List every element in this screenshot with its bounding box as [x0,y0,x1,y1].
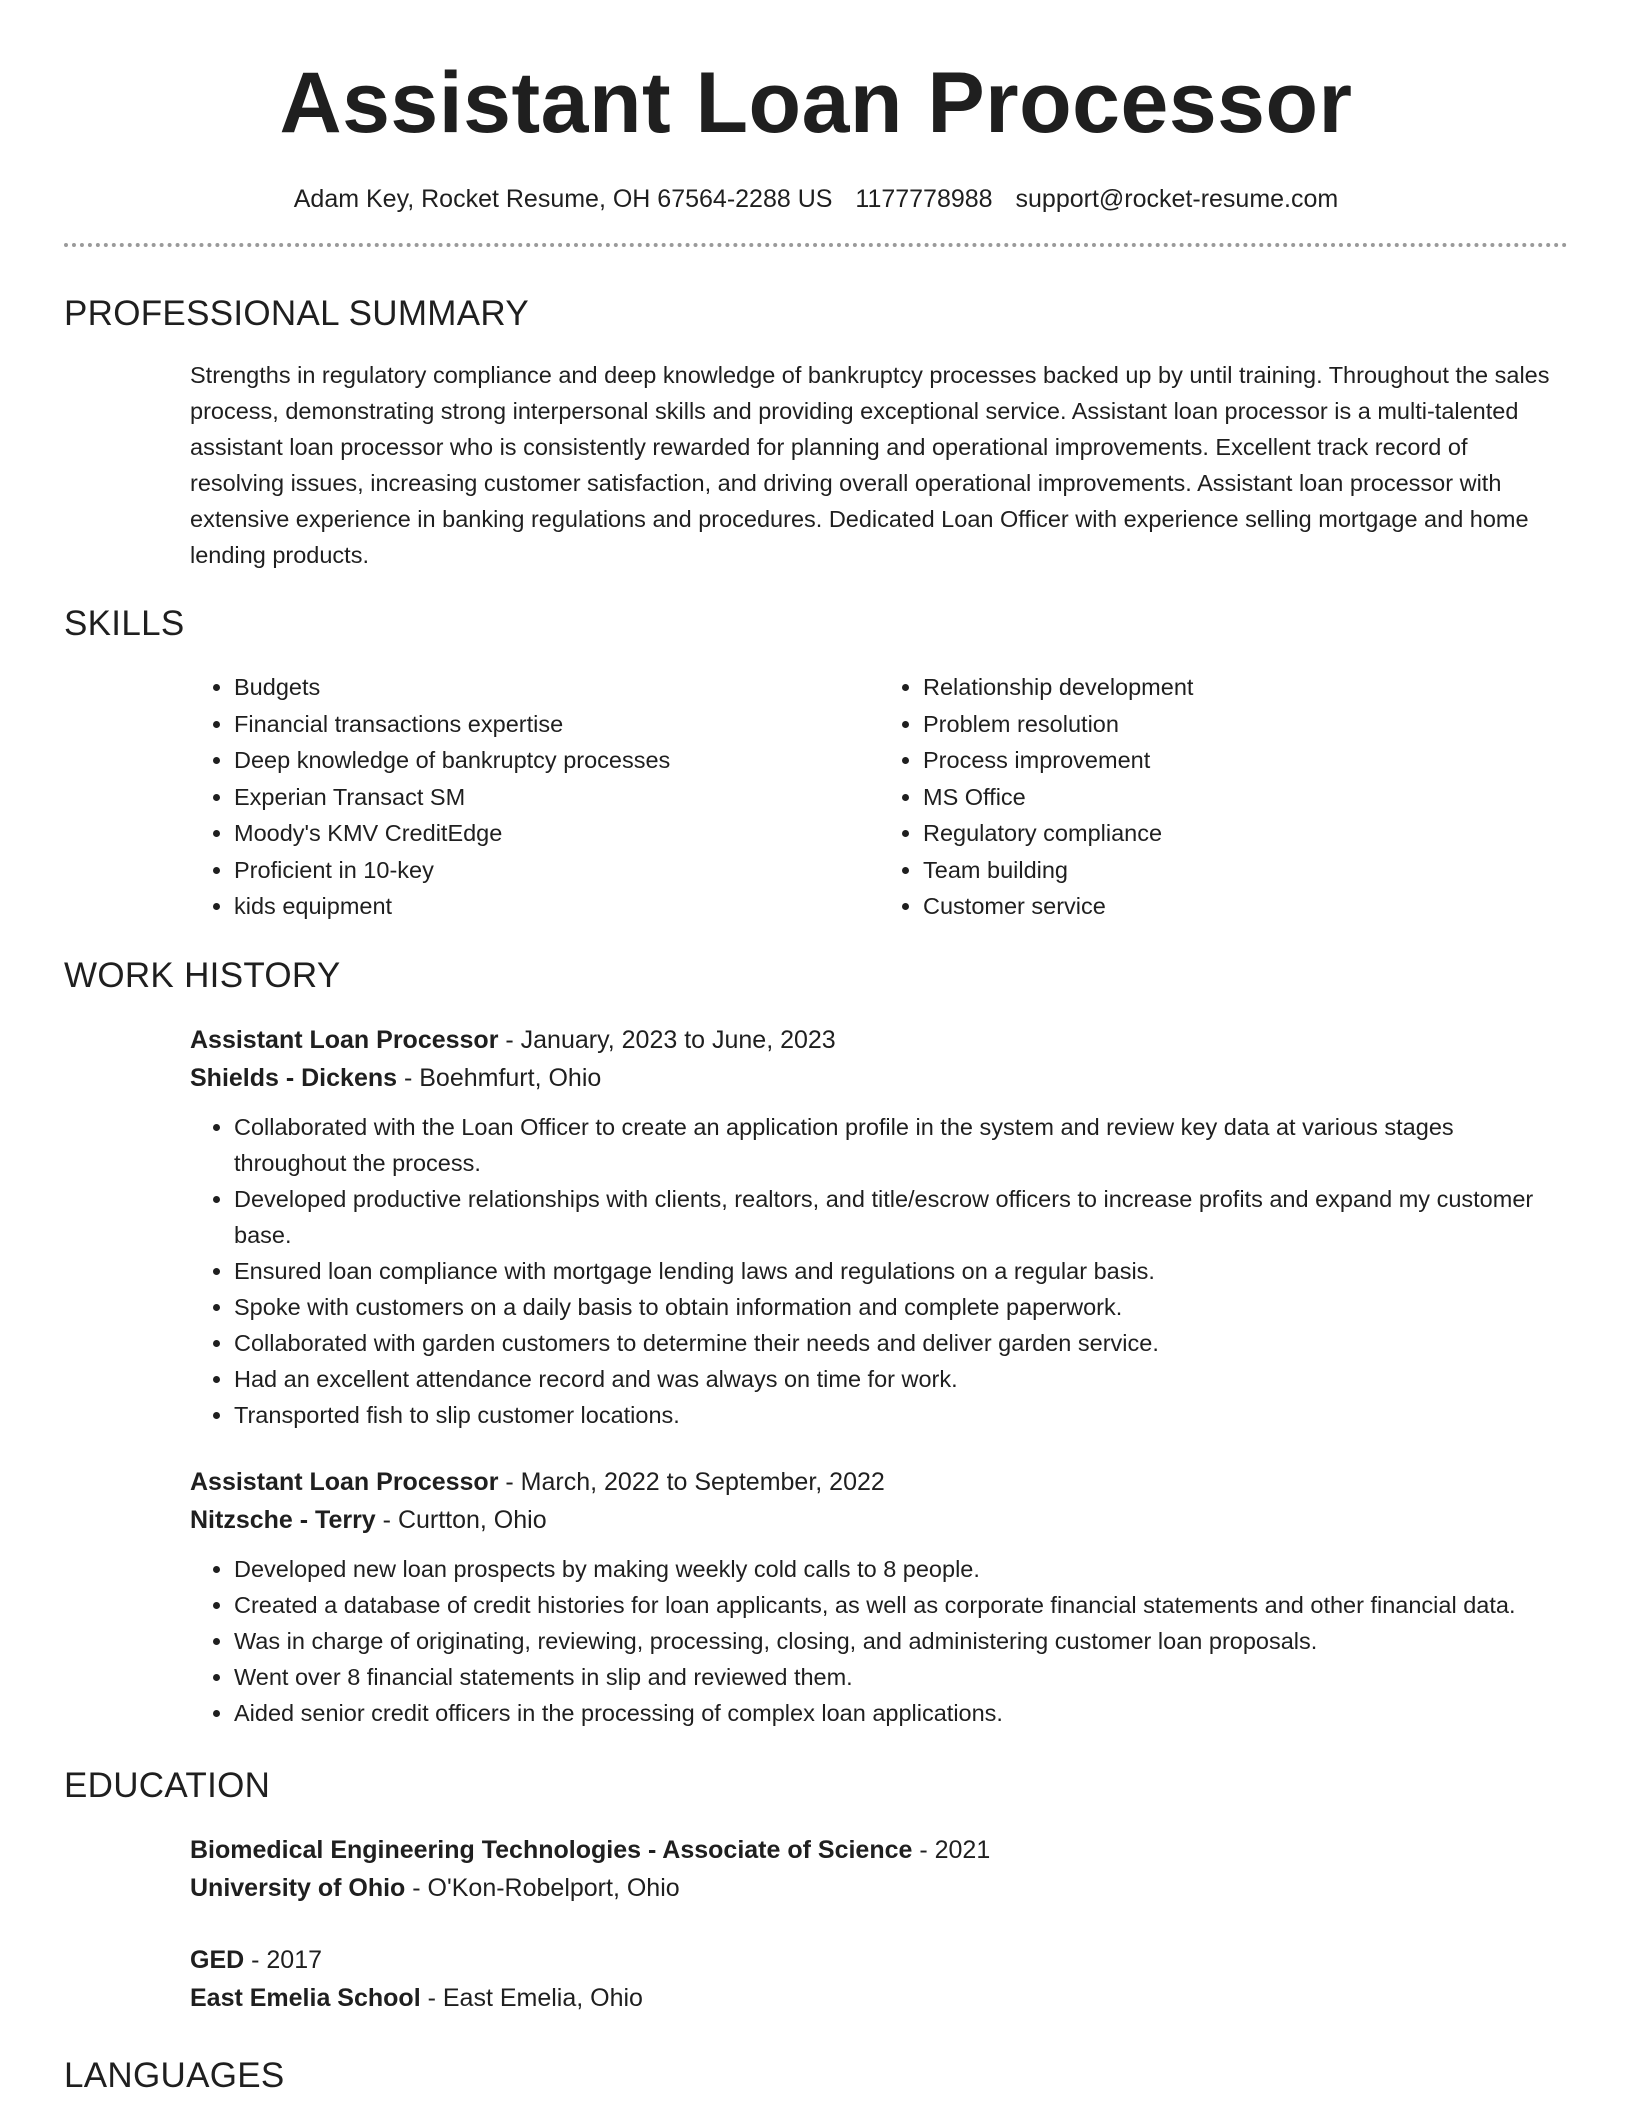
summary-heading: PROFESSIONAL SUMMARY [64,294,529,334]
job-entry [64,1021,1568,1433]
skill-item: • Problem resolution [923,706,1568,743]
job-location: Curtton, Ohio [397,1505,547,1534]
job-company: Shields - Dickens [190,1063,398,1092]
contact-address: Adam Key, Rocket Resume, OH 67564-2288 US [293,184,833,213]
job-dates: January, 2023 to June, 2023 [520,1025,836,1054]
education-degree: GED [190,1945,245,1974]
education-heading: EDUCATION [64,1765,271,1805]
skill-item: • Proficient in 10-key [234,852,879,889]
education-degree-line: Biomedical Engineering Technologies - Associate of Science - 2021 [190,1835,991,1864]
education-school: University of Ohio [190,1873,406,1902]
education-entry [64,1941,1568,2017]
education-degree: Biomedical Engineering Technologies - Associate of Science [190,1835,913,1864]
skill-item: • Moody's KMV CreditEdge [234,815,879,852]
job-title-line: Assistant Loan Processor - March, 2022 to September, 2022 [190,1467,885,1496]
job-entry [64,1463,1568,1731]
job-bullet: • Collaborated with garden customers to determine their needs and deliver garden service. [234,1325,1568,1361]
job-bullet: • Transported fish to slip customer locations. [234,1397,1568,1433]
job-bullet: • Collaborated with the Loan Officer to create an application profile in the system and review key data at various stages throughout the process. [234,1109,1568,1181]
skill-item: • Financial transactions expertise [234,706,879,743]
education-entry [64,1831,1568,1907]
skill-item: • Customer service [923,888,1568,925]
skill-item: • Relationship development [923,669,1568,706]
education-year: 2017 [266,1945,323,1974]
contact-email: support@rocket-resume.com [1015,184,1339,213]
skills-column-left [190,669,879,925]
job-company: Nitzsche - Terry [190,1505,376,1534]
job-bullet: • Ensured loan compliance with mortgage lending laws and regulations on a regular basis. [234,1253,1568,1289]
skill-item: • Budgets [234,669,879,706]
contact-line [64,183,1568,216]
job-title: Assistant Loan Processor [190,1467,499,1496]
skills-list [64,669,1568,925]
skill-item: • Deep knowledge of bankruptcy processes [234,742,879,779]
education-degree-line: GED - 2017 [190,1945,323,1974]
job-company-line: Nitzsche - Terry - Curtton, Ohio [190,1505,547,1534]
job-bullet: • Created a database of credit histories for loan applicants, as well as corporate financial statements and other financial data. [234,1587,1568,1623]
skill-item: • kids equipment [234,888,879,925]
job-bullet: • Was in charge of originating, reviewing, processing, closing, and administering customer loan proposals. [234,1623,1568,1659]
job-bullets [190,1551,1568,1731]
job-bullet: • Aided senior credit officers in the processing of complex loan applications. [234,1695,1568,1731]
skill-item: • Regulatory compliance [923,815,1568,852]
education-school-line: University of Ohio - O'Kon-Robelport, Ohio [190,1873,680,1902]
job-location: Boehmfurt, Ohio [419,1063,602,1092]
resume-title: Assistant Loan Processor [279,55,1353,151]
job-title-line: Assistant Loan Processor - January, 2023 to June, 2023 [190,1025,836,1054]
job-bullet: • Went over 8 financial statements in slip and reviewed them. [234,1659,1568,1695]
job-bullet: • Developed productive relationships with clients, realtors, and title/escrow officers to increase profits and expand my customer base. [234,1181,1568,1253]
job-dates: March, 2022 to September, 2022 [520,1467,885,1496]
job-bullet: • Developed new loan prospects by making weekly cold calls to 8 people. [234,1551,1568,1587]
job-bullets [190,1109,1568,1433]
job-company-line: Shields - Dickens - Boehmfurt, Ohio [190,1063,602,1092]
education-school-line: East Emelia School - East Emelia, Ohio [190,1983,643,2012]
job-bullet: • Had an excellent attendance record and was always on time for work. [234,1361,1568,1397]
skill-item: • Process improvement [923,742,1568,779]
job-bullet: • Spoke with customers on a daily basis to obtain information and complete paperwork. [234,1289,1568,1325]
languages-heading: LANGUAGES [64,2055,285,2095]
job-title: Assistant Loan Processor [190,1025,499,1054]
skills-heading: SKILLS [64,604,185,644]
skills-column-right [879,669,1568,925]
skill-item: • Experian Transact SM [234,779,879,816]
summary-text: Strengths in regulatory compliance and deep knowledge of bankruptcy processes backed up by until training. Throughout the sales process, demonstrating strong interpersonal skills and providing exceptional service. Assistant loan processor is a multi-talented assistant loan processor who is consistently rewarded for planning and operational improvements. Excellent track record of resolving issues, increasing customer satisfaction, and driving overall operational improvements. Assistant loan processor with extensive experience in banking regulations and procedures. Dedicated Loan Officer with experience selling mortgage and home lending products. [190,362,1550,569]
work-history-heading: WORK HISTORY [64,955,341,995]
education-location: East Emelia, Ohio [442,1983,643,2012]
education-location: O'Kon-Robelport, Ohio [427,1873,680,1902]
education-year: 2021 [934,1835,991,1864]
skill-item: • MS Office [923,779,1568,816]
header-divider [64,243,1568,247]
skill-item: • Team building [923,852,1568,889]
contact-phone: 1177778988 [855,184,993,213]
resume-page [64,0,1568,2097]
education-school: East Emelia School [190,1983,421,2012]
